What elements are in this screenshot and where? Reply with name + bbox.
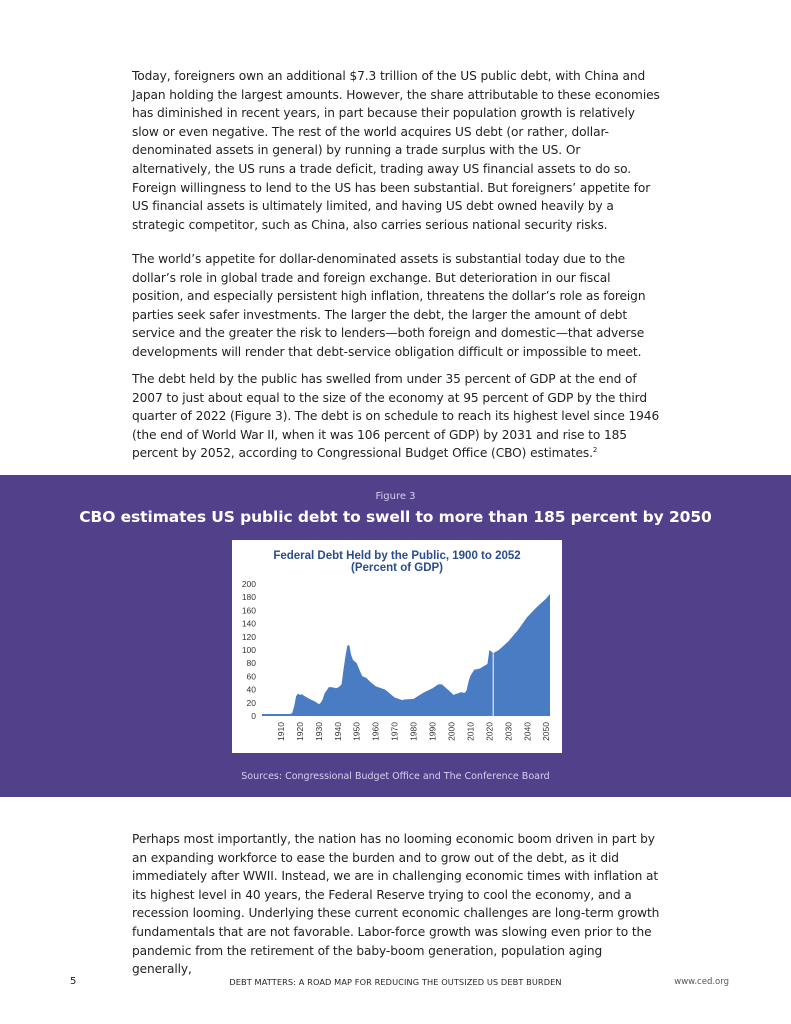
x-axis: [276, 722, 551, 741]
paragraph-text-content: The debt held by the public has swelled from under 35 percent of GDP at the end of 2007 to just about equal to the size of the economy at 95 percent of GDP by the third quarter of 2022 (Figure 3). The debt is on schedule to reach its highest level since 1946 (the end of World War II, when it was 106 percent of GDP) by 2031 and rise to 185 percent by 2052, according to Congressional Budget Office (CBO) estimates.: [132, 372, 660, 461]
y-tick-label: 60: [246, 671, 256, 682]
body-paragraph-4: [132, 830, 662, 991]
x-tick-label: 1980: [408, 722, 419, 741]
x-tick-label: 1990: [427, 722, 438, 741]
chart-container: [232, 540, 562, 753]
footnote-reference[interactable]: 2: [592, 446, 598, 455]
x-tick-label: 2050: [541, 722, 552, 741]
x-tick-label: 1960: [370, 722, 381, 741]
x-tick-label: 1910: [275, 722, 286, 741]
x-tick-label: 1930: [313, 722, 324, 741]
x-tick-label: 1940: [332, 722, 343, 741]
x-tick-label: 2020: [484, 722, 495, 741]
body-paragraph-1: [132, 67, 662, 246]
y-tick-label: 100: [241, 645, 256, 655]
figure-title: CBO estimates US public debt to swell to more than 185 percent by 2050: [79, 508, 712, 526]
paragraph-text: Today, foreigners own an additional $7.3 trillion of the US public debt, with China and Japan holding the largest amounts. However, the share attributable to these economies has diminished in recent years, in part because their population growth is relatively slow or even negative. The rest of the world acquires US debt (or rather, dollar-denominated assets in general) by running a trade surplus with the US. Or alternatively, the US runs a trade deficit, trading away US financial assets to do so. Foreign willingness to lend to the US has been substantial. But foreigners’ appetite for US financial assets is ultimately limited, and having US debt owned heavily by a strategic competitor, such as China, also carries serious national security risks.: [132, 69, 660, 232]
x-tick-label: 2000: [446, 722, 457, 741]
body-paragraph-2: [132, 250, 662, 374]
page-number: 5: [70, 976, 77, 987]
body-paragraph-3: [132, 370, 662, 475]
y-tick-label: 80: [246, 658, 256, 669]
figure-3-band: [0, 475, 791, 797]
running-title: DEBT MATTERS: A ROAD MAP FOR REDUCING THE OUTSIZED US DEBT BURDEN: [229, 977, 562, 987]
page-footer: [0, 976, 791, 990]
y-tick-label: 20: [246, 697, 256, 708]
y-tick-label: 40: [246, 684, 256, 695]
x-tick-label: 1970: [389, 722, 400, 741]
paragraph-text: [132, 370, 662, 463]
chart-subtitle: (Percent of GDP): [350, 562, 444, 574]
y-tick-label: 120: [241, 631, 256, 642]
figure-label: Figure 3: [375, 491, 416, 502]
chart-title: Federal Debt Held by the Public, 1900 to 2052: [273, 550, 521, 562]
debt-area-series: [262, 594, 550, 716]
y-tick-label: 200: [241, 579, 256, 589]
x-tick-label: 1920: [294, 722, 305, 741]
y-tick-label: 0: [251, 711, 256, 721]
paragraph-text: The world’s appetite for dollar-denominated assets is substantial today due to the dollar’s role in global trade and foreign exchange. But deterioration in our fiscal position, and especially persistent high inflation, threatens the dollar’s role as foreign parties seek safer investments. The larger the debt, the larger the amount of debt service and the greater the risk to lenders—both foreign and domestic—that adverse developments will render that debt-service obligation difficult or impossible to meet.: [132, 252, 646, 359]
figure-source: Sources: Congressional Budget Office and The Conference Board: [241, 771, 550, 782]
y-tick-label: 140: [241, 618, 256, 629]
y-axis: [242, 579, 256, 721]
x-tick-label: 2010: [465, 722, 476, 741]
x-tick-label: 2040: [522, 722, 533, 741]
y-tick-label: 160: [241, 605, 256, 616]
website-link[interactable]: www.ced.org: [674, 977, 729, 987]
x-tick-label: 2030: [503, 722, 514, 741]
paragraph-text: Perhaps most importantly, the nation has no looming economic boom driven in part by an expanding workforce to ease the burden and to grow out of the debt, as it did immediately after WWII. Instead, we are in challenging economic times with inflation at its highest level in 40 years, the Federal Reserve trying to cool the economy, and a recession looming. Underlying these current economic challenges are long-term growth fundamentals that are not favorable. Labor-force growth was slowing even prior to the pandemic from the retirement of the baby-boom generation, population aging generally,: [132, 832, 660, 977]
x-tick-label: 1950: [351, 722, 362, 741]
y-tick-label: 180: [241, 592, 256, 603]
debt-chart: [232, 540, 562, 753]
